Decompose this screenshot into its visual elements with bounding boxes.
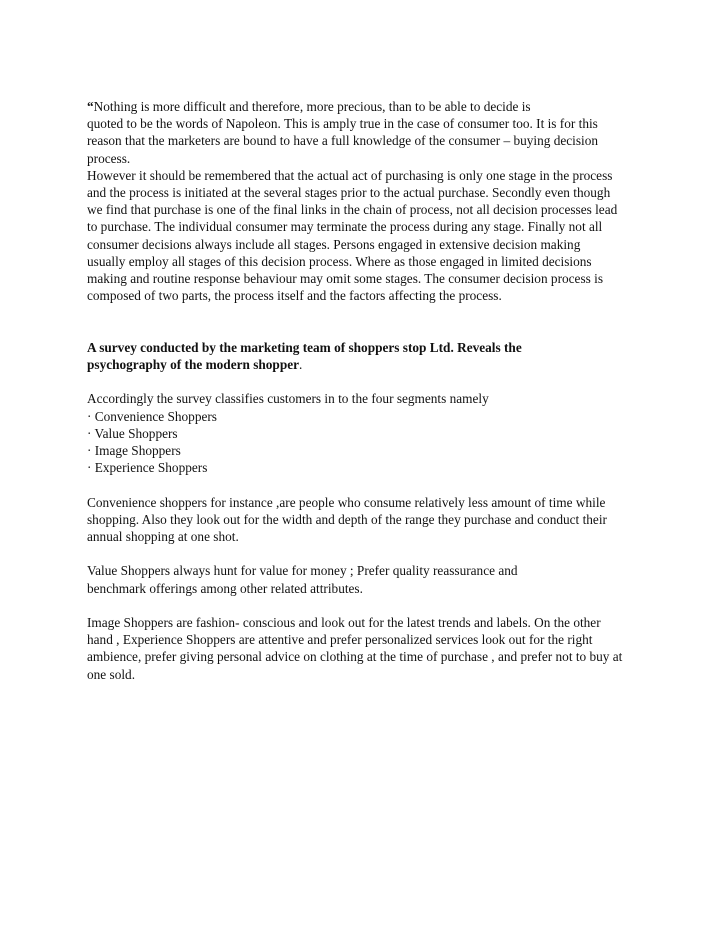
image-experience-line: one sold. (87, 666, 136, 682)
intro-line: we find that purchase is one of the final links in the chain of process, not all decision processes lead (87, 202, 618, 218)
survey-heading-line: A survey conducted by the marketing team of shoppers stop Ltd. Reveals the (87, 339, 522, 355)
intro-line: However it should be remembered that the actual act of purchasing is only one stage in the process (87, 167, 613, 183)
intro-line: process. (87, 150, 131, 166)
intro-line: to purchase. The individual consumer may terminate the process during any stage. Finally not all (87, 219, 603, 235)
paragraph-spacer (87, 545, 647, 562)
segment-item: · Value Shoppers (87, 425, 178, 441)
intro-line: usually employ all stages of this decision process. Where as those engaged in limited decisions (87, 253, 592, 269)
intro-line: making and routine response behaviour may omit some stages. The consumer decision process is (87, 271, 604, 287)
intro-line-text: Nothing is more difficult and therefore, more precious, than to be able to decide is (93, 99, 531, 114)
convenience-line: shopping. Also they look out for the width and depth of the range they purchase and conduct their (87, 511, 607, 527)
paragraph-spacer (87, 373, 647, 390)
convenience-line: Convenience shoppers for instance ,are people who consume relatively less amount of time while (87, 494, 606, 510)
paragraph-spacer (87, 597, 647, 614)
image-experience-line: Image Shoppers are fashion- conscious and look out for the latest trends and labels. On the other (87, 615, 601, 631)
convenience-line: annual shopping at one shot. (87, 529, 239, 545)
survey-heading-text: psychography of the modern shopper (87, 357, 300, 373)
survey-heading-period: . (299, 357, 303, 373)
convenience-paragraph (87, 494, 647, 546)
image-experience-line: hand , Experience Shoppers are attentive and prefer personalized services look out for the right (87, 632, 593, 648)
intro-paragraph (87, 98, 647, 304)
intro-line: quoted to be the words of Napoleon. This is amply true in the case of consumer too. It is for this (87, 116, 598, 132)
segments-intro: Accordingly the survey classifies customers in to the four segments namely (87, 391, 489, 407)
paragraph-spacer (87, 476, 647, 493)
intro-line: consumer decisions always include all stages. Persons engaged in extensive decision making (87, 236, 581, 252)
value-line: benchmark offerings among other related attributes. (87, 580, 363, 596)
segment-item: · Image Shoppers (87, 443, 181, 459)
segment-item: · Experience Shoppers (87, 460, 208, 476)
segments-list (87, 390, 647, 476)
segment-item: · Convenience Shoppers (87, 408, 217, 424)
survey-heading (87, 339, 647, 373)
value-paragraph (87, 562, 647, 596)
quote-mark: “ (87, 99, 94, 114)
intro-line: composed of two parts, the process itself and the factors affecting the process. (87, 288, 502, 304)
value-line: Value Shoppers always hunt for value for money ; Prefer quality reassurance and (87, 563, 518, 579)
image-experience-paragraph (87, 614, 647, 683)
image-experience-line: ambience, prefer giving personal advice on clothing at the time of purchase , and prefer not to buy at (87, 649, 623, 665)
survey-heading-line (87, 356, 647, 373)
intro-line (87, 98, 647, 115)
intro-line: and the process is initiated at the several stages prior to the actual purchase. Secondly even though (87, 185, 611, 201)
document-page (87, 98, 647, 683)
intro-line: reason that the marketers are bound to have a full knowledge of the consumer – buying decision (87, 133, 599, 149)
section-spacer (87, 304, 647, 338)
